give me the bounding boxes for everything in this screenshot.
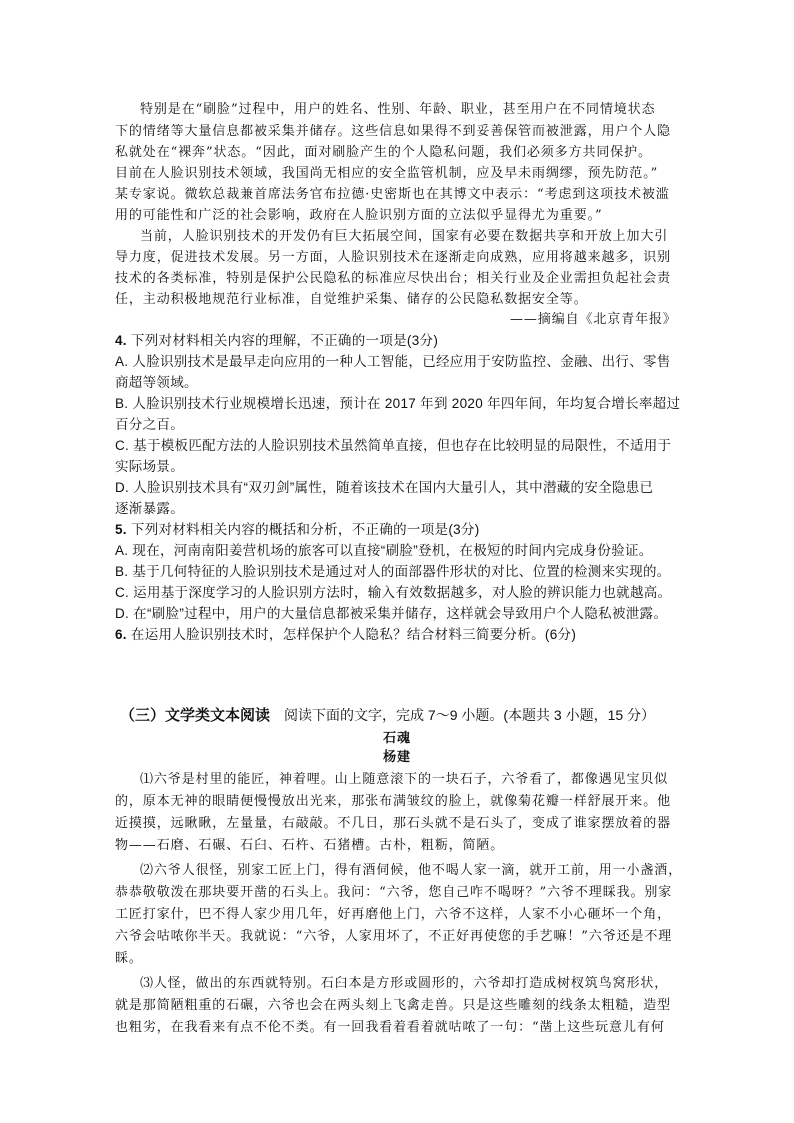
question-text: 下列对材料相关内容的理解，不正确的一项是(3分) bbox=[130, 333, 439, 348]
option-c-cont: 实际场景。 bbox=[115, 459, 184, 474]
option-d: D. 在“刷脸”过程中，用户的大量信息都被采集并储存，这样就会导致用户个人隐私被泄露。 bbox=[115, 606, 668, 621]
question-stem bbox=[115, 329, 438, 349]
text-line: 工匠打家什，巴不得人家少用几年，好再磨他上门，六爷不这样，人家不小心砸坏一个角， bbox=[115, 907, 672, 922]
question-number: 4. bbox=[115, 333, 127, 348]
story-author: 杨建 bbox=[383, 750, 411, 765]
option-a: A. 现在，河南南阳姜营机场的旅客可以直接“刷脸”登机，在极短的时间内完成身份验证。 bbox=[115, 543, 653, 558]
text-line: 用的可能性和广泛的社会影响，政府在人脸识别方面的立法似乎显得尤为重要。” bbox=[115, 208, 603, 223]
text-line: 六爷会咕哝你半天。我就说：“六爷，人家用坏了，不正好再使您的手艺嘛！”六爷还是不理 bbox=[115, 929, 673, 944]
question-stem bbox=[115, 518, 480, 538]
text-line: 也粗劣，在我看来有点不伦不类。有一回我看着看着就咕哝了一句：“凿上这些玩意儿有何 bbox=[115, 1020, 665, 1035]
question-stem bbox=[115, 623, 576, 643]
text-line: 恭恭敬敬泼在那块要开凿的石头上。我问：“六爷，您自己咋不喝呀？”六爷不理睬我。别家 bbox=[115, 885, 673, 900]
question-number: 6. bbox=[115, 627, 127, 642]
option-b: B. 基于几何特征的人脸识别技术是通过对人的面部器件形状的对比、位置的检测来实现的。 bbox=[115, 564, 671, 579]
text-line: 当前，人脸识别技术的开发仍有巨大拓展空间，国家有必要在数据共享和开放上加大引 bbox=[140, 229, 669, 244]
source-citation: ——摘编自《北京青年报》 bbox=[510, 312, 677, 327]
text-line: 的，原本无神的眼睛便慢慢放出光来，那张布满皱纹的脸上，就像菊花瓣一样舒展开来。他 bbox=[115, 794, 672, 809]
text-line: 任，主动积极地规范行业标准，自觉维护采集、储存的公民隐私数据安全等。 bbox=[115, 292, 588, 307]
option-d-cont: 逐渐暴露。 bbox=[115, 501, 184, 516]
option-a-cont: 商超等领域。 bbox=[115, 375, 198, 390]
question-number: 5. bbox=[115, 522, 127, 537]
section-title: （三）文学类文本阅读 bbox=[120, 707, 271, 724]
text-line: 物——石磨、石碾、石臼、石杵、石猪槽。古朴，粗粝，简陋。 bbox=[115, 838, 505, 853]
option-a: A. 人脸识别技术是最早走向应用的一种人工智能，已经应用于安防监控、金融、出行、零售 bbox=[115, 354, 671, 369]
text-line: 睬。 bbox=[115, 951, 143, 966]
text-line: 导力度，促进技术发展。另一方面，人脸识别技术在逐渐走向成熟，应用将越来越多，识别 bbox=[115, 250, 672, 265]
text-line: 目前在人脸识别技术领域，我国尚无相应的安全监管机制，应及早未雨绸缪，预先防范。” bbox=[115, 166, 659, 181]
option-b: B. 人脸识别技术行业规模增长迅速，预计在 2017 年到 2020 年四年间，年均复合增长率超过 bbox=[115, 396, 681, 411]
text-line: 近摸摸，远瞅瞅，左量量，右敲敲。不几日，那石头就不是石头了，变成了谁家摆放着的器 bbox=[115, 816, 672, 831]
question-text: 在运用人脸识别技术时，怎样保护个人隐私？结合材料三简要分析。(6分) bbox=[130, 627, 577, 642]
option-b-cont: 百分之百。 bbox=[115, 417, 184, 432]
text-line: ⑶人怪，做出的东西就特别。石臼本是方形或圆形的，六爷却打造成树杈筑鸟窝形状， bbox=[140, 976, 669, 991]
text-line: 私就处在“裸奔”状态。“因此，面对刷脸产生的个人隐私问题，我们必须多方共同保护。 bbox=[115, 145, 652, 160]
text-line: 技术的各类标准，特别是保护公民隐私的标准应尽快出台；相关行业及企业需担负起社会责 bbox=[115, 271, 672, 286]
section-heading bbox=[120, 704, 655, 725]
option-c: C. 基于模板匹配方法的人脸识别技术虽然简单直接，但也存在比较明显的局限性，不适用于 bbox=[115, 438, 672, 453]
option-d: D. 人脸识别技术具有“双刃剑”属性，随着该技术在国内大量引人，其中潜藏的安全隐患已 bbox=[115, 480, 654, 495]
text-line: 下的情绪等大量信息都被采集并储存。这些信息如果得不到妥善保管而被泄露，用户个人隐 bbox=[115, 124, 672, 139]
text-line: 就是那简陋粗重的石碾，六爷也会在两头刻上飞禽走兽。只是这些雕刻的线条太粗糙，造型 bbox=[115, 998, 672, 1013]
story-title: 石魂 bbox=[383, 731, 411, 746]
option-c: C. 运用基于深度学习的人脸识别方法时，输入有效数据越多，对人脸的辨识能力也就越高。 bbox=[115, 585, 672, 600]
section-instruction: 阅读下面的文字，完成 7～9 小题。(本题共 3 小题，15 分） bbox=[284, 707, 656, 723]
text-line: 特别是在“刷脸”过程中，用户的姓名、性别、年龄、职业，甚至用户在不同情境状态 bbox=[140, 102, 656, 117]
question-text: 下列对材料相关内容的概括和分析，不正确的一项是(3分) bbox=[130, 522, 480, 537]
text-line: ⑴六爷是村里的能匠，神着哩。山上随意滚下的一块石子，六爷看了，都像遇见宝贝似 bbox=[140, 772, 669, 787]
text-line: 某专家说。微软总裁兼首席法务官布拉德·史密斯也在其博文中表示：“考虑到这项技术被滥 bbox=[115, 187, 670, 202]
text-line: ⑵六爷人很怪，别家工匠上门，得有酒伺候，他不喝人家一滴，就开工前，用一小盏酒， bbox=[140, 863, 683, 878]
